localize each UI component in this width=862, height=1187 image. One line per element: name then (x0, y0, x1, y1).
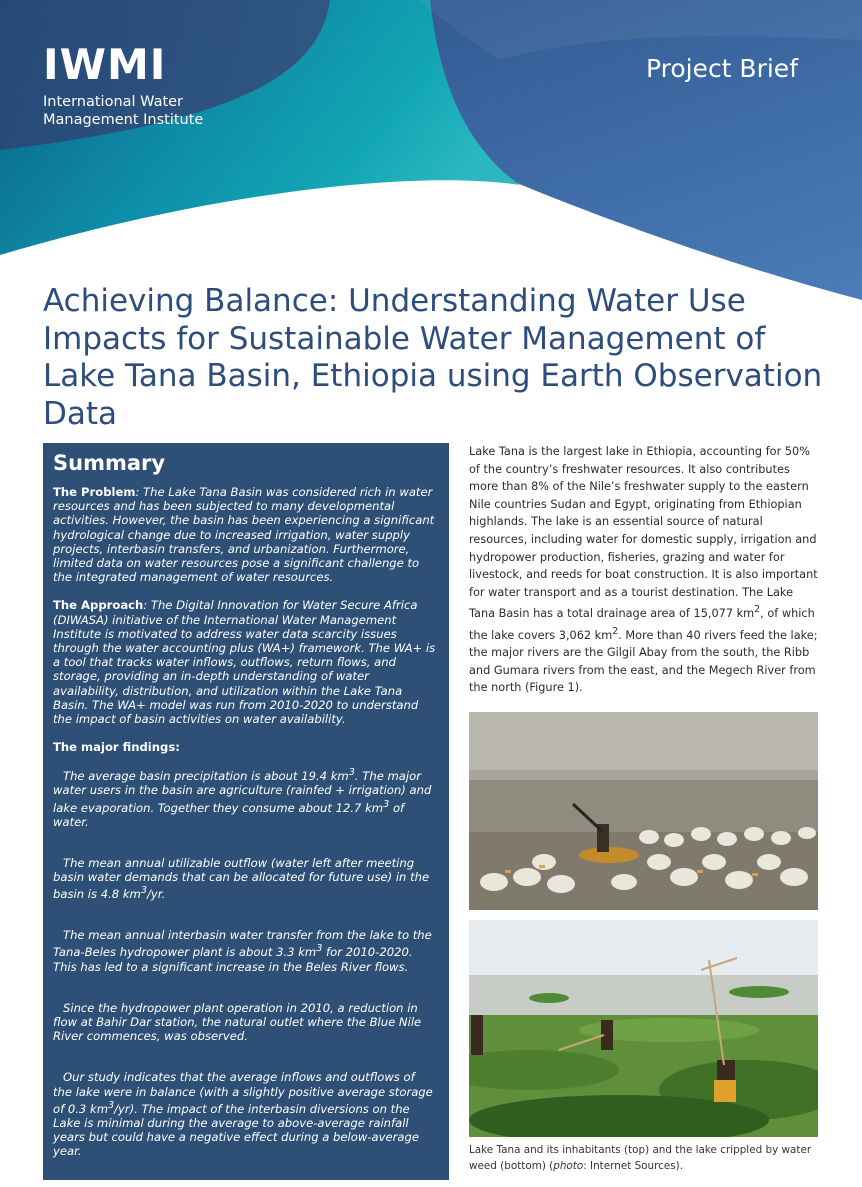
project-brief-label: Project Brief (645, 54, 798, 83)
finding-bahir-dar-flow: Since the hydropower plant operation in 2010, a reduction in flow at Bahir Dar station, the natural outlet where the Blue Nile River commences, was observed. (53, 1000, 422, 1044)
approach-text: : The Digital Innovation for Water Secure Africa (DIWASA) initiative of the International Water Management Institute is motivated to address water data scarcity issues through the water accounting plus (WA+) framework. The WA+ is a tool that tracks water inflows, outflows, return flows, and storage, providing an in-depth understanding of water availability, distribution, and utilization within the Lake Tana Basin. The WA+ model was run from 2010-2020 to understand the impact of basin activities on water availability. (53, 598, 436, 727)
intro-paragraph: Lake Tana is the largest lake in Ethiopia, accounting for 50% of the country’s freshwater resources. It also contributes more than 8% of the Nile’s freshwater supply to the eastern Nile countries Sudan and Egypt, originating from Ethiopian highlands. The lake is an essential source of natural resources, including water for domestic supply, irrigation and hydropower production, fisheries, grazing and water for livestock, and reeds for boat construction. It is also important for water transport and as a tourist destination. The Lake Tana Basin has a total drainage area of 15,077 $km^2$, of which the lake covers 3,062 $km^2$. More than 40 rivers feed the lake; the major rivers are the Gilgil Abay from the south, the Ribb and Gumara rivers from the east, and the Megech River from the north (Figure 1). (469, 445, 818, 695)
finding-interbasin-transfer: The mean annual interbasin water transfer from the lake to the Tana-Beles hydropower plant is about 3.3 $km^3$ for 2010-2020. This has led to a significant increase in the Beles River flows. (53, 928, 432, 974)
photo-caption: Lake Tana and its inhabitants (top) and the lake crippled by water weed (bottom) (photo: Internet Sources). (469, 1144, 812, 1172)
summary-box (43, 443, 449, 1180)
approach-label: The Approach (53, 598, 144, 613)
problem-label: The Problem (53, 485, 136, 499)
problem-paragraph (53, 485, 437, 584)
approach-paragraph (53, 598, 437, 726)
document-title: Achieving Balance: Understanding Water Use Impacts for Sustainable Water Management of Lake Tana Basin, Ethiopia using Earth Observation Data (43, 283, 823, 432)
findings-label: The major findings: (53, 740, 180, 755)
finding-precipitation: The average basin precipitation is about 19.4 $km^3$. The major water users in the basin are agriculture (rainfed + irrigation) and lake evaporation. Together they consume about 12.7 $km^3$ of water. (53, 767, 432, 829)
logo-name-line1: International Water (43, 94, 184, 110)
iwmi-logo (43, 40, 204, 129)
logo-name-line2: Management Institute (43, 112, 204, 128)
finding-outflow: The mean annual utilizable outflow (water left after meeting basin water demands that can be allocated for future use) in the basin is 4.8 $km^3/yr$. (53, 855, 430, 902)
lake-pelicans-photo (469, 712, 818, 910)
finding-lake-balance: Our study indicates that the average inflows and outflows of the lake were in balance (with a slightly positive average storage of 0.3 $km^3/yr$). The impact of the interbasin diversions on the Lake is minimal during the average to above-average rainfall years but could have a negative effect during a below-average year. (53, 1070, 433, 1159)
logo-mark: IWMI (43, 40, 167, 89)
lake-water-weed-photo (469, 920, 818, 1137)
summary-heading: Summary (53, 451, 166, 475)
problem-text: : The Lake Tana Basin was considered rich in water resources and has been subjected to many developmental activities. However, the basin has been experiencing a significant hydrological change due to increased irrigation, water supply projects, interbasin transfers, and urbanization. Furthermore, limited data on water resources pose a significant challenge to the integrated management of water resources. (53, 485, 435, 585)
logo-name (43, 93, 203, 129)
